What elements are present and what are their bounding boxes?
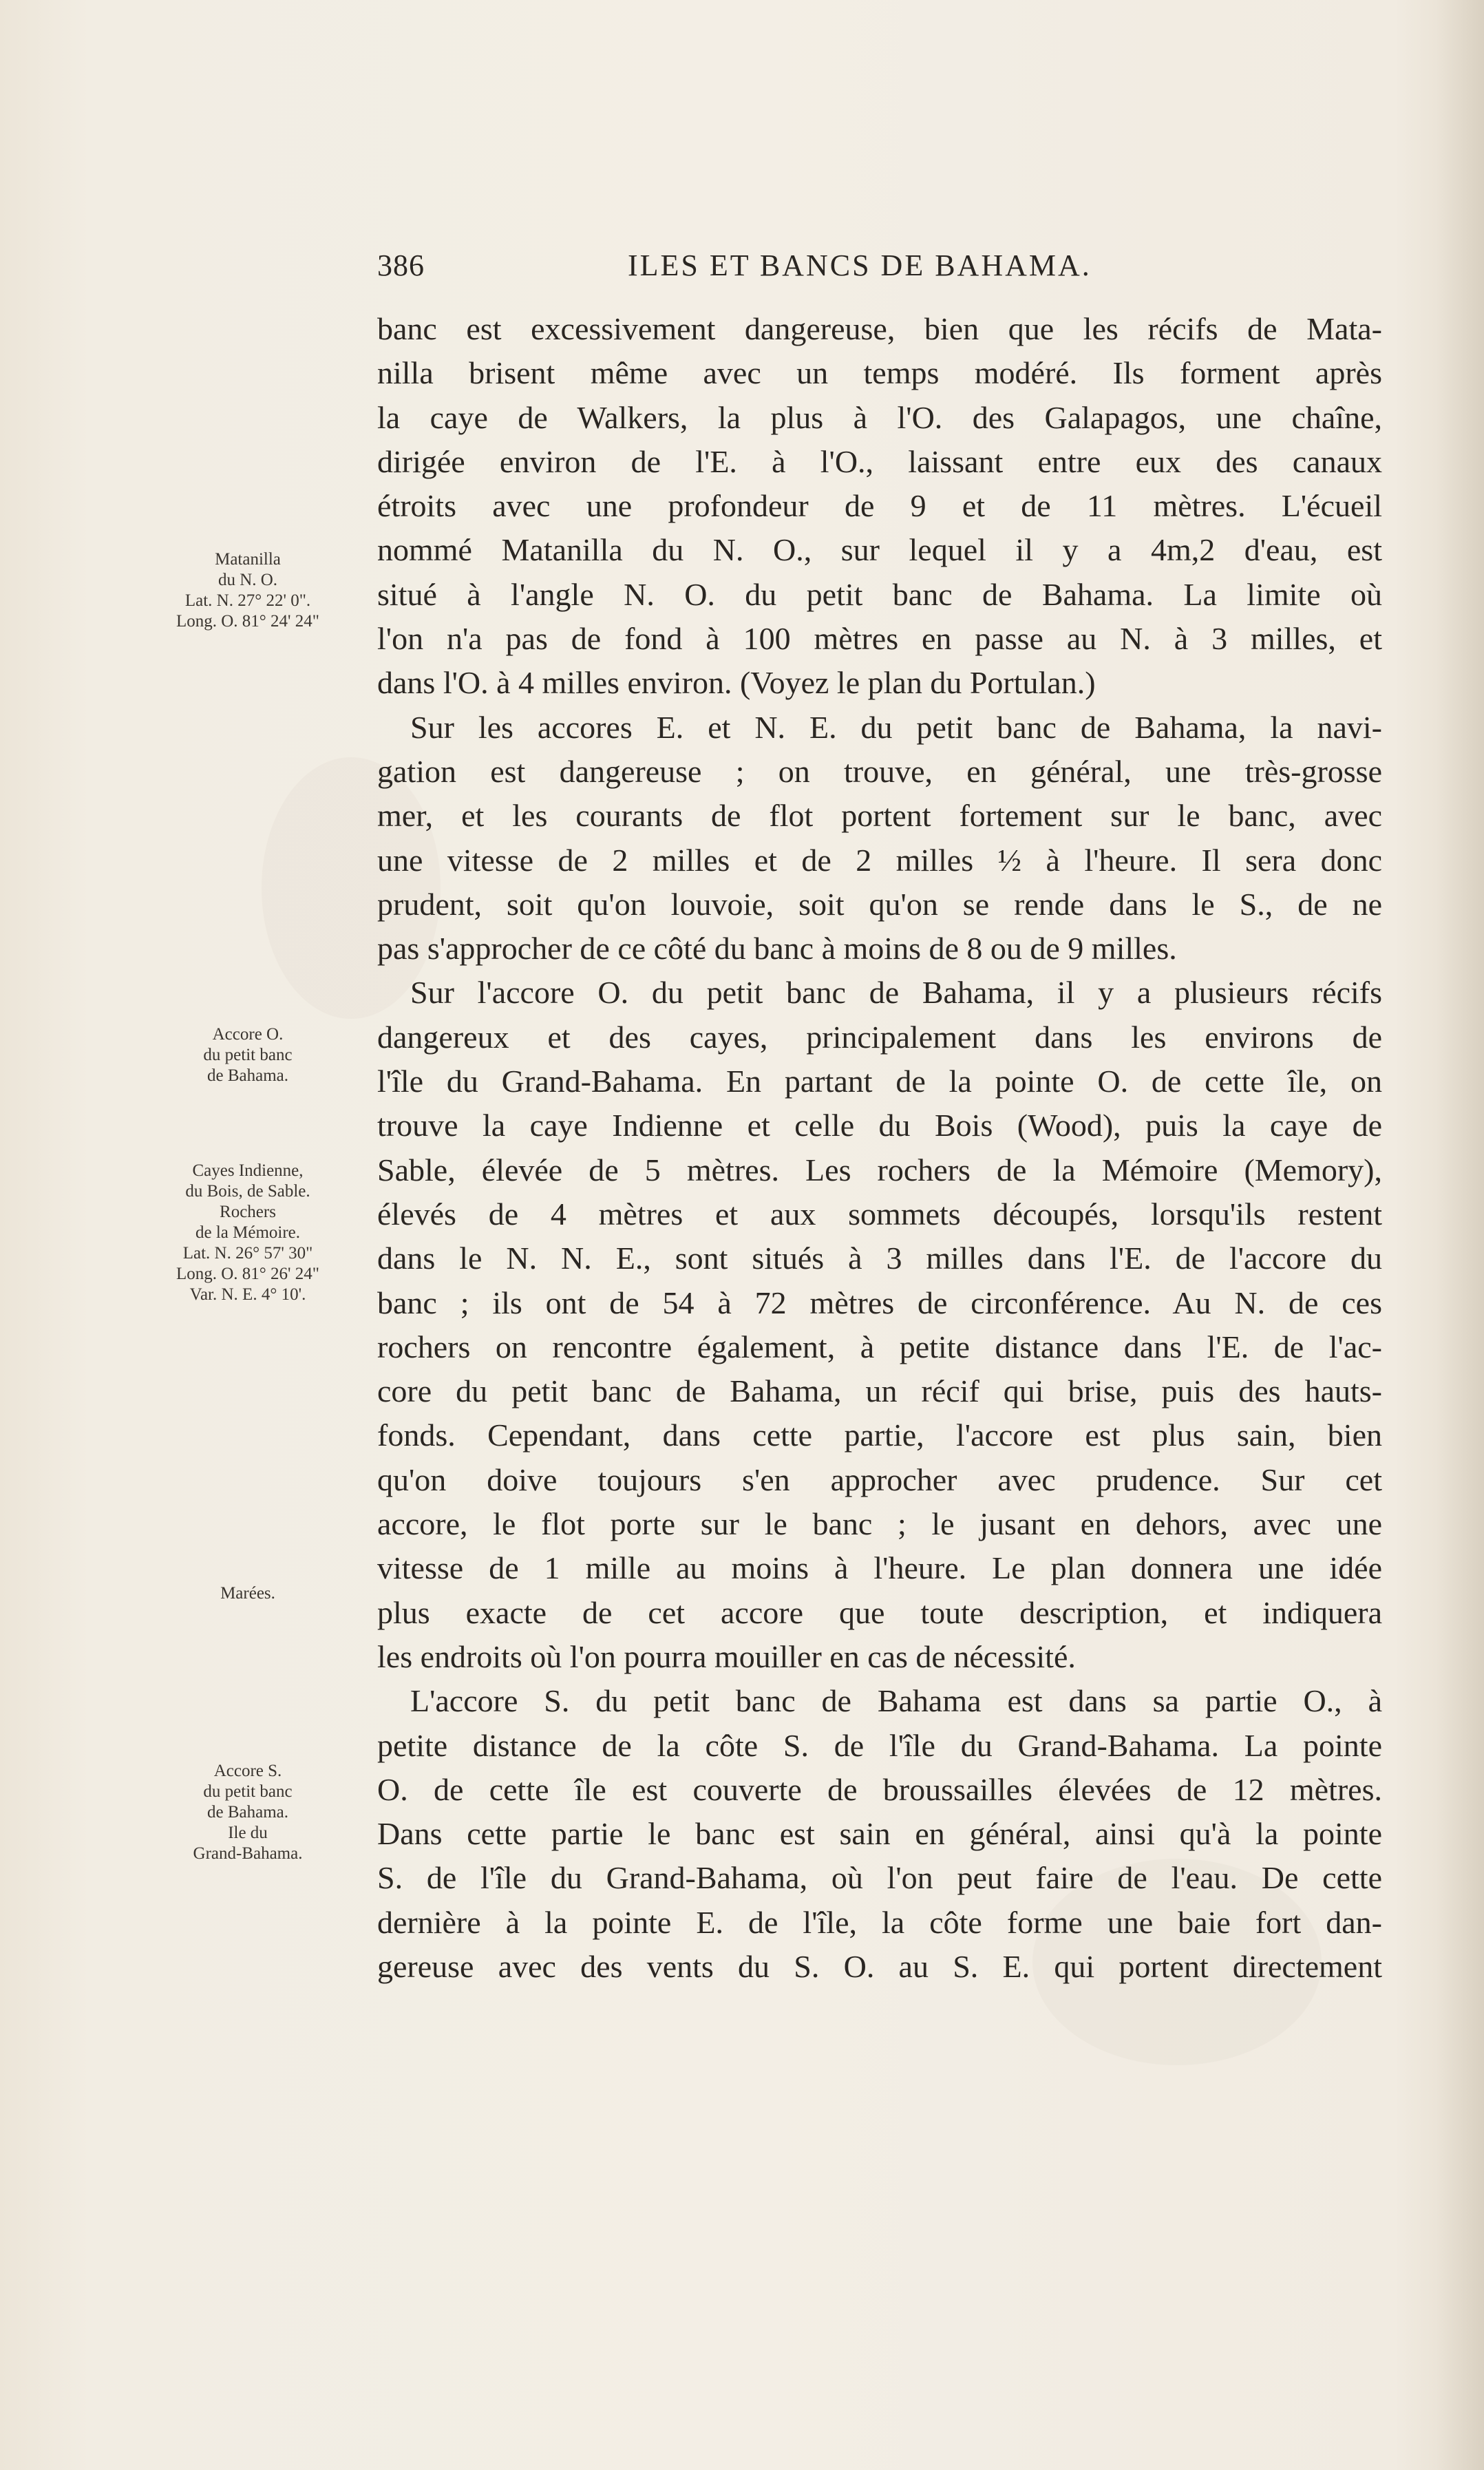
margin-note-line: de la Mémoire. [195,1223,301,1242]
text-line: Dans cette partie le banc est sain en général, ainsi qu'à la pointe [377,1816,1382,1852]
text-line: étroits avec une profondeur de 9 et de 11 mètres. L'écueil [377,488,1382,524]
margin-note-cayes [145,1161,351,1305]
text-line: élevés de 4 mètres et aux sommets découpés, lorsqu'ils restent [377,1196,1382,1232]
text-line: Sable, élevée de 5 mètres. Les rochers de la Mémoire (Memory), [377,1152,1382,1188]
text-line: S. de l'île du Grand-Bahama, où l'on peut faire de l'eau. De cette [377,1860,1382,1896]
text-line: petite distance de la côte S. de l'île du Grand-Bahama. La pointe [377,1727,1382,1763]
text-line: situé à l'angle N. O. du petit banc de Bahama. La limite où [377,576,1382,612]
margin-note-accore-s [145,1761,351,1864]
text-line: une vitesse de 2 milles et de 2 milles ½ à l'heure. Il sera donc [377,842,1382,878]
margin-note-line: Marées. [220,1584,275,1603]
text-line: vitesse de 1 mille au moins à l'heure. Le plan donnera une idée [377,1550,1382,1586]
text-line: O. de cette île est couverte de broussailles élevées de 12 mètres. [377,1771,1382,1807]
text-line: la caye de Walkers, la plus à l'O. des Galapagos, une chaîne, [377,399,1382,435]
text-line: nilla brisent même avec un temps modéré. Ils forment après [377,355,1382,391]
text-line: dans l'O. à 4 milles environ. (Voyez le plan du Portulan.) [377,665,1096,701]
text-line: dirigée environ de l'E. à l'O., laissant entre eux des canaux [377,443,1382,479]
margin-note-line: Lat. N. 26° 57' 30" [182,1244,313,1263]
page-edge-shadow [1436,0,1484,2470]
margin-note-line: Grand-Bahama. [193,1844,303,1863]
text-line: les endroits où l'on pourra mouiller en cas de nécessité. [377,1638,1076,1674]
text-line: l'on n'a pas de fond à 100 mètres en passe au N. à 3 milles, et [377,621,1382,657]
margin-note-line: du petit banc [203,1782,293,1801]
text-line: rochers on rencontre également, à petite distance dans l'E. de l'ac- [377,1329,1382,1364]
text-line: gation est dangereuse ; on trouve, en général, une très-grosse [377,753,1382,789]
text-line: core du petit banc de Bahama, un récif qui brise, puis des hauts- [377,1373,1382,1409]
text-line: qu'on doive toujours s'en approcher avec prudence. Sur cet [377,1461,1382,1497]
text-line: Sur les accores E. et N. E. du petit banc de Bahama, la navi- [410,709,1382,745]
margin-note-marees [145,1583,351,1604]
text-line: banc ; ils ont de 54 à 72 mètres de circonférence. Au N. de ces [377,1285,1382,1320]
text-line: dernière à la pointe E. de l'île, la côte forme une baie fort dan- [377,1904,1382,1940]
margin-note-line: du N. O. [218,571,278,589]
margin-note-line: Cayes Indienne, [192,1161,304,1180]
margin-note-accore-o [145,1024,351,1086]
margin-note-line: Long. O. 81° 24' 24" [176,612,320,631]
text-line: L'accore S. du petit banc de Bahama est dans sa partie O., à [410,1683,1382,1719]
text-line: prudent, soit qu'on louvoie, soit qu'on se rende dans le S., de ne [377,886,1382,922]
page-number: 386 [377,249,425,282]
margin-note-line: de Bahama. [206,1066,288,1085]
margin-note-line: Rochers [220,1203,276,1221]
body-text [377,307,1382,1989]
text-line: dans le N. N. E., sont situés à 3 milles dans l'E. de l'accore du [377,1241,1382,1276]
margin-note-line: du petit banc [203,1046,293,1064]
margin-note-line: Accore O. [212,1025,284,1044]
margin-note-line: Lat. N. 27° 22' 0". [184,591,311,610]
margin-note-matanilla [145,549,351,632]
text-line: pas s'approcher de ce côté du banc à moins de 8 ou de 9 milles. [377,931,1177,967]
text-line: fonds. Cependant, dans cette partie, l'accore est plus sain, bien [377,1417,1382,1453]
running-title: ILES ET BANCS DE BAHAMA. [628,249,1092,282]
margin-note-line: Accore S. [213,1762,282,1780]
margin-note-line: Var. N. E. 4° 10'. [189,1285,306,1304]
margin-note-line: de Bahama. [206,1803,288,1822]
text-line: mer, et les courants de flot portent fortement sur le banc, avec [377,798,1382,834]
margin-note-line: Long. O. 81° 26' 24" [176,1265,320,1283]
text-line: nommé Matanilla du N. O., sur lequel il y a 4m,2 d'eau, est [377,532,1382,568]
margin-note-line: du Bois, de Sable. [185,1182,310,1201]
text-line: trouve la caye Indienne et celle du Bois (Wood), puis la caye de [377,1108,1382,1143]
text-line: l'île du Grand-Bahama. En partant de la pointe O. de cette île, on [377,1064,1382,1099]
text-line: dangereux et des cayes, principalement dans les environs de [377,1019,1382,1055]
text-line: accore, le flot porte sur le banc ; le jusant en dehors, avec une [377,1506,1382,1542]
text-line: banc est excessivement dangereuse, bien que les récifs de Mata- [377,311,1382,346]
text-line: plus exacte de cet accore que toute description, et indiquera [377,1594,1382,1630]
text-line: gereuse avec des vents du S. O. au S. E. qui portent directement [377,1948,1382,1984]
margin-note-line: Matanilla [215,550,281,569]
margin-note-line: Ile du [228,1824,268,1842]
page-header [377,248,1382,296]
text-line: Sur l'accore O. du petit banc de Bahama, il y a plusieurs récifs [410,975,1382,1011]
